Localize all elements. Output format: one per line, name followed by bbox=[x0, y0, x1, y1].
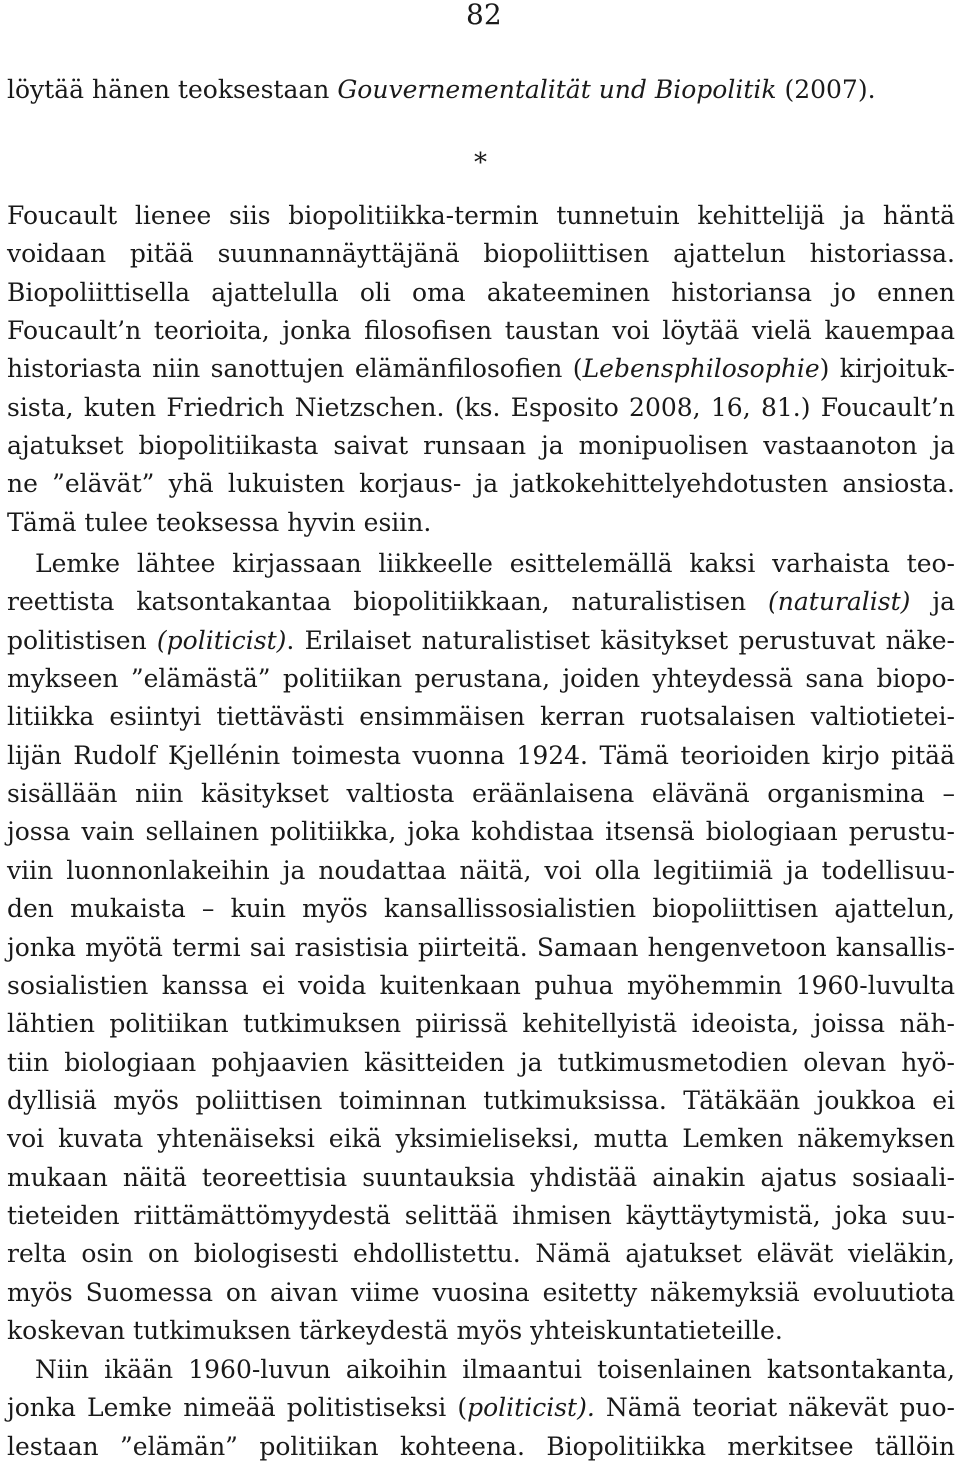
text-segment: ) kirjoituk- bbox=[819, 354, 955, 384]
paragraph2-line: voi kuvata yhtenäiseksi eikä yksimieliseksi, mutta Lemken näkemyksen bbox=[7, 1124, 955, 1154]
paragraph2-line: lähtien politiikan tutkimuksen piirissä kehitellyistä ideoista, joissa näh- bbox=[7, 1009, 955, 1039]
paragraph2-line bbox=[7, 623, 955, 659]
italic-term: (politicist) bbox=[156, 625, 287, 655]
text-segment: politistisen bbox=[7, 625, 157, 655]
paragraph2-line: litiikka esiintyi tiettävästi ensimmäisen kerran ruotsalaisen valtiotietei- bbox=[7, 702, 955, 732]
paragraph2-line: viin luonnonlakeihin ja noudattaa näitä, voi olla legitiimiä ja todellisuu- bbox=[7, 855, 955, 885]
paragraph2-line: lijän Rudolf Kjellénin toimesta vuonna 1924. Tämä teorioiden kirjo pitää bbox=[7, 740, 955, 770]
text-segment: ja bbox=[910, 587, 955, 617]
italic-term: (naturalist) bbox=[768, 587, 911, 617]
paragraph1-line: Biopoliittisella ajattelulla oli oma akateeminen historiansa jo ennen bbox=[7, 277, 955, 307]
paragraph2-line: sisällään niin käsitykset valtiosta eräänlaisena elävänä organismina – bbox=[7, 779, 955, 809]
text-segment: Nämä teoriat näkevät puo- bbox=[594, 1393, 955, 1423]
paragraph1-line: Foucault’n teorioita, jonka filosofisen taustan voi löytää vielä kauempaa bbox=[7, 316, 955, 346]
text-segment: jonka Lemke nimeää politistiseksi ( bbox=[7, 1393, 468, 1423]
paragraph3-line: lestaan ”elämän” politiikan kohteena. Biopolitiikka merkitsee tällöin bbox=[7, 1431, 955, 1461]
text-segment: . Erilaiset naturalistiset käsitykset perustuvat näke- bbox=[286, 625, 955, 655]
paragraph1-line: Tämä tulee teoksessa hyvin esiin. bbox=[7, 507, 432, 537]
paragraph2-line: koskevan tutkimuksen tärkeydestä myös yhteiskuntatieteille. bbox=[7, 1316, 783, 1345]
paragraph2-line: jonka myötä termi sai rasistisia piirteitä. Samaan hengenvetoon kansallis- bbox=[7, 932, 955, 962]
paragraph2-line: Lemke lähtee kirjassaan liikkeelle esittelemällä kaksi varhaista teo- bbox=[35, 549, 955, 578]
intro-line bbox=[7, 72, 955, 108]
paragraph2-line: myös Suomessa on aivan viime vuosina esitetty näkemyksiä evoluutiota bbox=[7, 1277, 955, 1307]
paragraph2-line: jossa vain sellainen politiikka, joka kohdistaa itsensä biologiaan perustu- bbox=[7, 817, 955, 847]
paragraph1-line: sista, kuten Friedrich Nietzschen. (ks. Esposito 2008, 16, 81.) Foucault’n bbox=[7, 392, 955, 422]
paragraph2-line: mukaan näitä teoreettisia suuntauksia yhdistää ainakin ajatus sosiaali- bbox=[7, 1162, 955, 1192]
paragraph1-line: voidaan pitää suunnannäyttäjänä biopoliittisen ajattelun historiassa. bbox=[7, 239, 955, 269]
paragraph1-line: ne ”elävät” yhä lukuisten korjaus- ja jatkokehittelyehdotusten ansiosta. bbox=[7, 469, 955, 499]
paragraph2-line: dyllisiä myös poliittisen toiminnan tutkimuksissa. Tätäkään joukkoa ei bbox=[7, 1085, 955, 1115]
paragraph2-line: relta osin on biologisesti ehdollistettu. Nämä ajatukset elävät vieläkin, bbox=[7, 1239, 955, 1269]
italic-term: politicist). bbox=[467, 1393, 595, 1423]
paragraph1-line: Foucault lienee siis biopolitiikka-termin tunnetuin kehittelijä ja häntä bbox=[7, 201, 955, 230]
text-segment: historiasta niin sanottujen elämänfilosofien ( bbox=[7, 354, 583, 384]
page-number: 82 bbox=[466, 0, 502, 31]
paragraph2-line: tiin biologiaan pohjaavien käsitteiden ja tutkimusmetodien olevan hyö- bbox=[7, 1047, 955, 1077]
paragraph2-line bbox=[7, 584, 955, 620]
intro-text: löytää hänen teoksestaan bbox=[7, 75, 338, 104]
book-title: Gouvernementalität und Biopolitik bbox=[337, 75, 777, 104]
paragraph1-line bbox=[7, 351, 955, 387]
section-separator: * bbox=[474, 148, 487, 178]
text-segment: reettista katsontakantaa biopolitiikkaan, naturalistisen bbox=[7, 587, 769, 617]
paragraph1-line: ajatukset biopolitiikasta saivat runsaan ja monipuolisen vastaanoton ja bbox=[7, 431, 955, 461]
paragraph3-line bbox=[7, 1390, 955, 1426]
paragraph2-line: den mukaista – kuin myös kansallissosialistien biopoliittisen ajattelun, bbox=[7, 894, 955, 924]
paragraph2-line: sosialistien kanssa ei voida kuitenkaan puhua myöhemmin 1960-luvulta bbox=[7, 970, 955, 1000]
paragraph2-line: mykseen ”elämästä” politiikan perustana, joiden yhteydessä sana biopo- bbox=[7, 664, 955, 694]
intro-year: (2007). bbox=[776, 75, 876, 104]
paragraph3-line: Niin ikään 1960-luvun aikoihin ilmaantui toisenlainen katsontakanta, bbox=[35, 1355, 955, 1384]
italic-term: Lebensphilosophie bbox=[582, 354, 820, 384]
paragraph2-line: tieteiden riittämättömyydestä selittää ihmisen käyttäytymistä, joka suu- bbox=[7, 1200, 955, 1230]
